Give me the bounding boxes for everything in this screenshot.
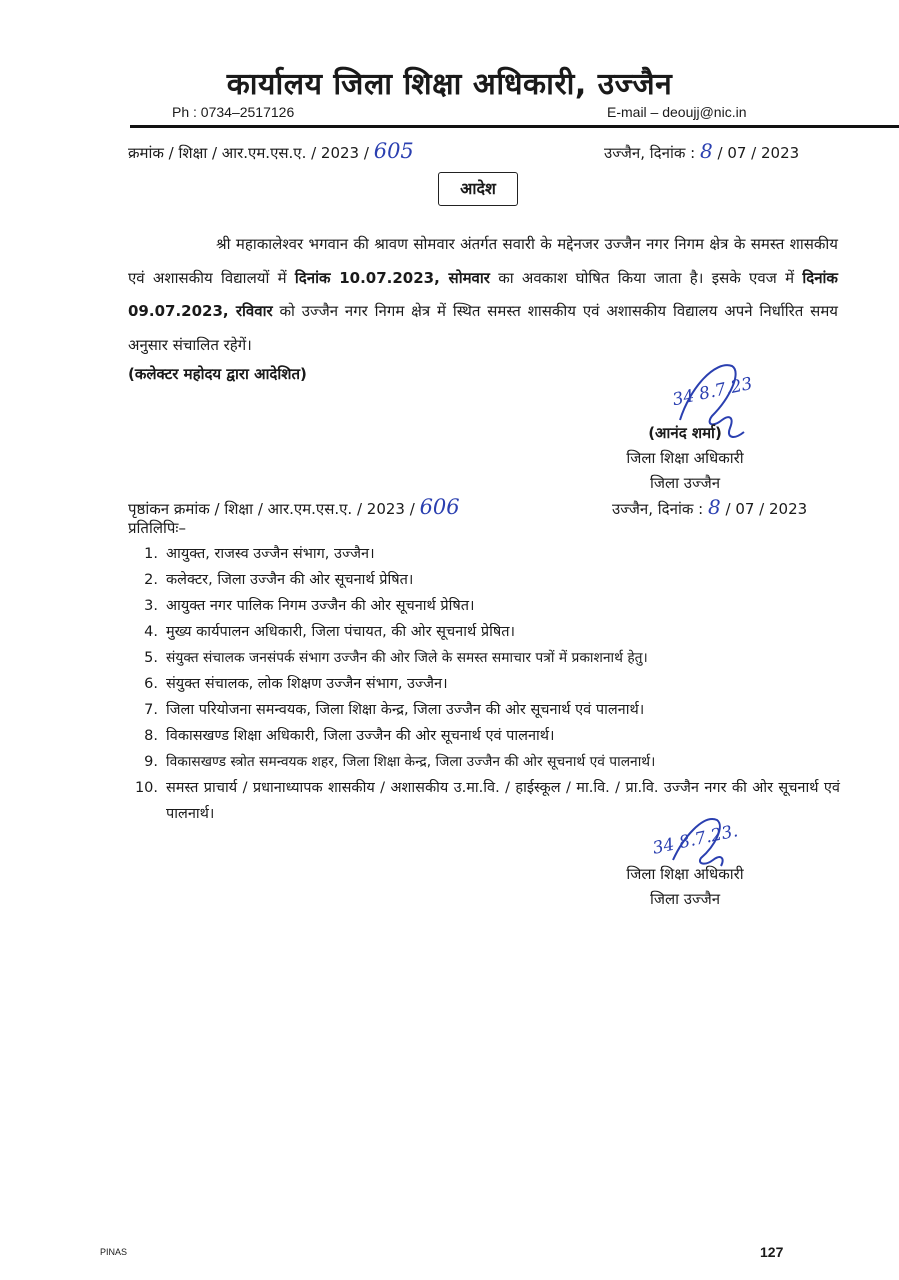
body-text-part2: का अवकाश घोषित किया जाता है। इसके एवज में <box>498 268 795 287</box>
reference-prefix: क्रमांक / शिक्षा / आर.एम.एस.ए. / 2023 / <box>128 144 369 162</box>
holiday-date: दिनांक 10.07.2023, सोमवार <box>294 268 490 287</box>
signature-initials-2: 34 8.7.23. <box>650 821 740 859</box>
signatory-designation: जिला शिक्षा अधिकारी <box>626 449 744 467</box>
signatory-block-2 <box>590 862 780 912</box>
endorsement-number-handwritten: 606 <box>419 495 460 519</box>
email-address: E-mail – deoujj@nic.in <box>607 104 747 120</box>
list-item: 4. मुख्य कार्यपालन अधिकारी, जिला पंचायत, की ओर सूचनार्थ प्रेषित। <box>144 624 516 640</box>
signatory-place: जिला उज्जैन <box>649 474 721 492</box>
list-item: 8. विकासखण्ड शिक्षा अधिकारी, जिला उज्जैन की ओर सूचनार्थ एवं पालनार्थ। <box>144 728 555 744</box>
working-date: दिनांक 09.07.2023, रविवार <box>128 268 838 320</box>
reference-number-line <box>128 139 414 163</box>
copy-list <box>128 541 840 827</box>
signatory-block-1 <box>590 421 780 496</box>
signatory-name: (आनंद शर्मा) <box>648 424 722 442</box>
body-text-part1: श्री महाकालेश्वर भगवान की श्रावण सोमवार अंतर्गत सवारी के मद्देनजर उज्जैन नगर निगम क्षेत्र के समस्त शासकीय एवं अशासकीय विद्यालयों में <box>128 235 838 287</box>
endorsement-date-line <box>612 495 807 519</box>
date-suffix: / 07 / 2023 <box>725 500 808 518</box>
header-divider <box>130 125 899 128</box>
date-day-handwritten: 8 <box>707 495 721 519</box>
reference-number-handwritten: 605 <box>373 139 414 163</box>
date-prefix: उज्जैन, दिनांक : <box>604 144 696 162</box>
list-item: 9. विकासखण्ड स्त्रोत समन्वयक शहर, जिला शिक्षा केन्द्र, जिला उज्जैन की ओर सूचनार्थ एवं पालनार्थ। <box>144 754 656 770</box>
endorsement-number-line <box>128 495 460 519</box>
list-item: 5. संयुक्त संचालक जनसंपर्क संभाग उज्जैन की ओर जिले के समस्त समाचार पत्रों में प्रकाशनार्थ हेतु। <box>144 650 648 666</box>
date-day-handwritten: 8 <box>699 139 713 163</box>
date-prefix: उज्जैन, दिनांक : <box>612 500 704 518</box>
list-item: 10. समस्त प्राचार्य / प्रधानाध्यापक शासकीय / अशासकीय उ.मा.वि. / हाईस्कूल / मा.वि. / प्रा.वि. उज्जैन नगर की ओर सूचनार्थ एवं पालनार्थ। <box>134 780 840 822</box>
order-heading: आदेश <box>438 172 518 206</box>
list-item: 2. कलेक्टर, जिला उज्जैन की ओर सूचनार्थ प्रेषित। <box>144 572 414 588</box>
page-number: 127 <box>760 1244 784 1260</box>
signatory-designation: जिला शिक्षा अधिकारी <box>626 865 744 883</box>
reference-date-line <box>604 139 799 163</box>
list-item: 3. आयुक्त नगर पालिक निगम उज्जैन की ओर सूचनार्थ प्रेषित। <box>144 598 475 614</box>
date-suffix: / 07 / 2023 <box>717 144 800 162</box>
endorsement-prefix: पृष्ठांकन क्रमांक / शिक्षा / आर.एम.एस.ए. / 2023 / <box>128 500 415 518</box>
phone-number: Ph : 0734–2517126 <box>172 104 295 120</box>
collector-remark: (कलेक्टर महोदय द्वारा आदेशित) <box>128 365 307 383</box>
footer-label: PINAS <box>100 1247 128 1257</box>
list-item: 1. आयुक्त, राजस्व उज्जैन संभाग, उज्जैन। <box>144 546 375 562</box>
order-body <box>128 228 838 362</box>
signatory-place: जिला उज्जैन <box>649 890 721 908</box>
list-item: 6. संयुक्त संचालक, लोक शिक्षण उज्जैन संभाग, उज्जैन। <box>144 676 448 692</box>
list-item: 7. जिला परियोजना समन्वयक, जिला शिक्षा केन्द्र, जिला उज्जैन की ओर सूचनार्थ एवं पालनार्थ। <box>144 702 645 718</box>
signature-initials-1: 34 8.7.23 <box>670 373 755 411</box>
office-title: कार्यालय जिला शिक्षा अधिकारी, उज्जैन <box>226 67 673 102</box>
body-text-part3: को उज्जैन नगर निगम क्षेत्र में स्थित समस्त शासकीय एवं अशासकीय विद्यालय अपने निर्धारित समय अनुसार संचालित रहेगें। <box>128 302 838 354</box>
copy-heading: प्रतिलिपिः– <box>128 519 186 537</box>
